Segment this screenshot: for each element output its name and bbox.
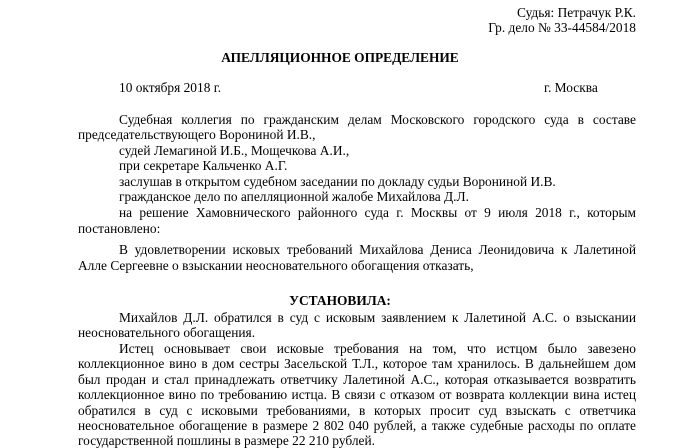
intro-line: при секретаре Кальченко А.Г. — [119, 158, 288, 173]
body-line: государственной пошлины в размере 22 210 рублей. — [78, 433, 375, 448]
intro-line: постановлено: — [78, 221, 161, 236]
intro-line: председательствующего Ворониной И.В., — [78, 127, 316, 142]
intro-line: на решение Хамовнического районного суда г. Москвы от 9 июля 2018 г., которым — [119, 205, 636, 220]
resolution-line: В удовлетворении исковых требований Михайлова Дениса Леонидовича к Лалетиной — [119, 242, 636, 257]
intro-line: гражданское дело по апелляционной жалобе Михайлова Д.Л. — [119, 189, 469, 204]
document-date: 10 октября 2018 г. — [119, 80, 222, 95]
resolution-line: Алле Сергеевне о взыскании неосновательного обогащения отказать, — [78, 258, 474, 273]
case-number: Гр. дело № 33-44584/2018 — [488, 20, 636, 35]
intro-line: судей Лемагиной И.Б., Мощечкова А.И., — [119, 143, 350, 158]
established-heading: УСТАНОВИЛА: — [289, 293, 391, 308]
body-line: коллекционное вино по требованию истца. В связи с отказом от возврата коллекции вина истец — [78, 387, 636, 402]
body-line: неосновательного обогащения. — [78, 325, 256, 340]
body-line: Михайлов Д.Л. обратился в суд с исковым заявлением к Лалетиной А.С. о взыскании — [119, 310, 636, 325]
body-line: был продан и стал принадлежать ответчику Лалетиной А.С., которая отказывается возвратить — [78, 372, 636, 387]
intro-line: Судебная коллегия по гражданским делам Московского городского суда в составе — [119, 112, 636, 127]
body-line: Истец основывает свои исковые требования на том, что истцом было завезено — [119, 341, 636, 356]
document-title: АПЕЛЛЯЦИОННОЕ ОПРЕДЕЛЕНИЕ — [221, 50, 459, 65]
body-line: обратился в суд с исковыми требованиями, в которых просит суд взыскать с ответчика — [78, 403, 636, 418]
intro-line: заслушав в открытом судебном заседании по докладу судьи Ворониной И.В. — [119, 174, 556, 189]
judge-name: Судья: Петрачук Р.К. — [516, 5, 636, 20]
body-line: неосновательное обогащение в размере 2 802 040 рублей, а также судебные расходы по оплате — [78, 418, 636, 433]
body-line: коллекционное вино в дом сестры Засельской Т.Л., которое там хранилось. В дальнейшем дом — [78, 356, 636, 371]
document-city: г. Москва — [544, 80, 598, 95]
